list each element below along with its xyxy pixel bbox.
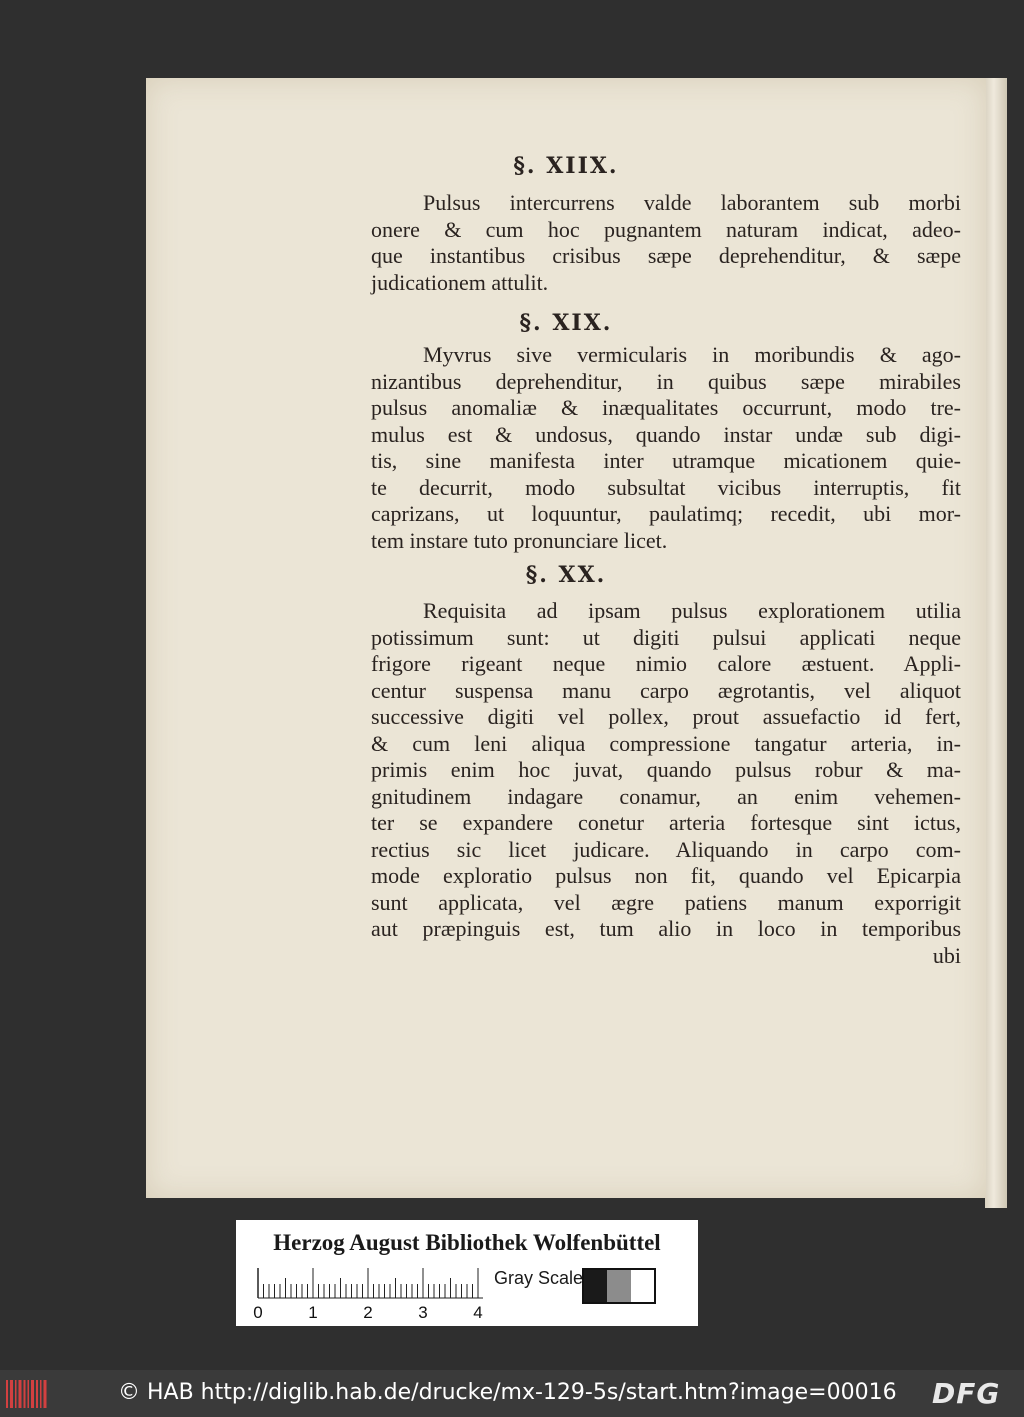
section-paragraph-xx bbox=[371, 598, 961, 969]
text-line: Myvrus sive vermicularis in moribundis & ago- bbox=[423, 342, 961, 367]
gray-scale-swatch bbox=[582, 1268, 656, 1304]
text-line: sunt applicata, vel ægre patiens manum exporrigit bbox=[371, 889, 961, 915]
text-line: te decurrit, modo subsultat vicibus interruptis, fit bbox=[371, 474, 961, 500]
gray-scale-label: Gray Scale bbox=[494, 1268, 584, 1288]
scale-ruler bbox=[253, 1268, 488, 1322]
text-line: frigore rigeant neque nimio calore æstuent. Appli- bbox=[371, 651, 961, 676]
gray-scale-patch bbox=[631, 1270, 654, 1302]
text-line: pulsus anomaliæ & inæqualitates occurrunt, modo tre- bbox=[371, 395, 961, 420]
book-page bbox=[146, 78, 986, 1198]
ruler-number: 1 bbox=[308, 1303, 318, 1322]
gray-scale-patch bbox=[607, 1270, 630, 1302]
dfg-logo: DFG bbox=[932, 1377, 1001, 1410]
section-heading-xix: §. XIX. bbox=[519, 310, 613, 336]
section-heading-xiix: §. XIIX. bbox=[513, 153, 619, 179]
ruler-number: 0 bbox=[253, 1303, 263, 1322]
ruler-number: 3 bbox=[418, 1303, 428, 1322]
text-line: Requisita ad ipsam pulsus explorationem utilia bbox=[423, 598, 961, 623]
text-line: & cum leni aliqua compressione tangatur arteria, in- bbox=[371, 730, 961, 756]
adjacent-page-edge bbox=[985, 78, 1007, 1208]
text-line: tis, sine manifesta inter utramque micationem quie- bbox=[371, 448, 961, 473]
library-label-card bbox=[236, 1220, 698, 1326]
text-line: rectius sic licet judicare. Aliquando in carpo com- bbox=[371, 836, 961, 862]
text-line: onere & cum hoc pugnantem naturam indicat, adeo- bbox=[371, 216, 961, 242]
text-line: gnitudinem indagare conamur, an enim vehemen- bbox=[371, 783, 961, 809]
text-line: centur suspensa manu carpo ægrotantis, vel aliquot bbox=[371, 677, 961, 703]
ruler-number: 4 bbox=[473, 1303, 483, 1322]
text-line: mulus est & undosus, quando instar undæ sub digi- bbox=[371, 421, 961, 447]
text-line: ter se expandere conetur arteria fortesque sint ictus, bbox=[371, 810, 961, 835]
copyright-link[interactable]: © HAB http://diglib.hab.de/drucke/mx-129-5s/start.htm?image=00016 bbox=[118, 1380, 897, 1405]
text-line: primis enim hoc juvat, quando pulsus robur & ma- bbox=[371, 757, 961, 782]
text-line: judicationem attulit. bbox=[371, 269, 549, 295]
section-paragraph-xix bbox=[371, 342, 961, 554]
section-paragraph-xiix bbox=[371, 190, 961, 296]
text-line: potissimum sunt: ut digiti pulsui applicati neque bbox=[371, 624, 961, 650]
text-line: tem instare tuto pronunciare licet. bbox=[371, 527, 668, 553]
viewer-footer bbox=[0, 1370, 1024, 1417]
text-line: mode exploratio pulsus non fit, quando vel Epicarpia bbox=[371, 863, 961, 888]
section-heading-xx: §. XX. bbox=[525, 562, 607, 588]
library-name: Herzog August Bibliothek Wolfenbüttel bbox=[273, 1230, 661, 1255]
catchword: ubi bbox=[932, 942, 961, 968]
text-line: caprizans, ut loquuntur, paulatimq; recedit, ubi mor- bbox=[371, 501, 961, 526]
text-line: que instantibus crisibus sæpe deprehenditur, & sæpe bbox=[371, 243, 961, 268]
text-line: nizantibus deprehenditur, in quibus sæpe mirabiles bbox=[371, 368, 961, 394]
text-line: Pulsus intercurrens valde laborantem sub morbi bbox=[423, 190, 961, 215]
hab-barcode-logo-icon bbox=[6, 1380, 48, 1408]
text-line: aut præpinguis est, tum alio in loco in temporibus bbox=[371, 916, 961, 941]
text-line: successive digiti vel pollex, prout assuefactio id fert, bbox=[371, 704, 961, 729]
ruler-number: 2 bbox=[363, 1303, 373, 1322]
gray-scale-patch bbox=[584, 1270, 607, 1302]
